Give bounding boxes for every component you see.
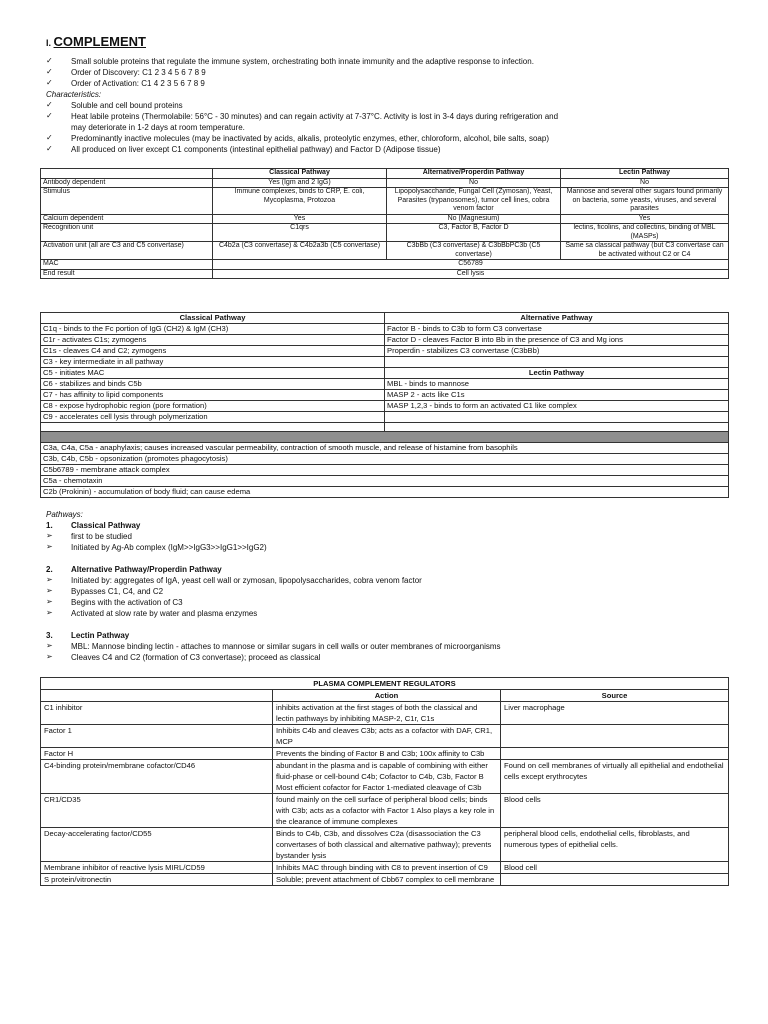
table-cell: Liver macrophage bbox=[501, 702, 729, 725]
table-cell: Binds to C4b, C3b, and dissolves C2a (disassociation the C3 convertases of both classical and alternative pathway); prevents bystander lysis bbox=[273, 828, 501, 862]
table-cell: C3 - key intermediate in all pathway bbox=[41, 357, 385, 368]
table-row bbox=[41, 242, 729, 260]
table-title: PLASMA COMPLEMENT REGULATORS bbox=[41, 678, 729, 690]
table-cell: C3bBb (C3 convertase) & C3bBbPC3b (C5 convertase) bbox=[387, 242, 561, 260]
table-cell: MBL - binds to mannose bbox=[385, 379, 729, 390]
table-cell: Cell lysis bbox=[213, 269, 729, 279]
table-cell: C1q - binds to the Fc portion of IgG (CH2) & IgM (CH3) bbox=[41, 324, 385, 335]
table-cell: C3a, C4a, C5a - anaphylaxis; causes increased vascular permeability, contraction of smooth muscle, and release of histamine from basophils bbox=[41, 443, 729, 454]
table-row bbox=[41, 357, 729, 368]
pathway-title: Alternative Pathway/Properdin Pathway bbox=[71, 565, 222, 574]
column-header: Lectin Pathway bbox=[561, 169, 729, 179]
table-row bbox=[41, 390, 729, 401]
pathway-item: Begins with the activation of C3 bbox=[71, 598, 183, 607]
table-cell: Prevents the binding of Factor B and C3b; 100x affinity to C3b bbox=[273, 748, 501, 760]
column-header bbox=[41, 169, 213, 179]
table-cell: Soluble; prevent attachment of Cbb67 complex to cell membrane bbox=[273, 874, 501, 886]
table-cell: C1s - cleaves C4 and C2; zymogens bbox=[41, 346, 385, 357]
table-cell: abundant in the plasma and is capable of combining with either fluid-phase or cell-bound C4b; Cofactor to C4b, C3b, Factor B Most efficient cofactor for Factor 1-mediated cleavage of C3b bbox=[273, 760, 501, 794]
table-row bbox=[41, 188, 729, 215]
pathway-item: MBL: Mannose binding lectin - attaches to mannose or similar sugars in cell walls or outer membranes of microorganisms bbox=[71, 642, 501, 651]
divider-cell bbox=[41, 432, 729, 443]
column-header bbox=[41, 690, 273, 702]
arrow-bullet-icon: ➢ bbox=[46, 641, 53, 650]
table-cell: Yes bbox=[561, 214, 729, 224]
pathway-number: 3. bbox=[46, 631, 53, 640]
table-cell: peripheral blood cells, endothelial cells, fibroblasts, and numerous types of epithelial cells. bbox=[501, 828, 729, 862]
table-cell: Blood cell bbox=[501, 862, 729, 874]
table-cell: Found on cell membranes of virtually all epithelial and endothelial cells except erythrocytes bbox=[501, 760, 729, 794]
table-cell: Antibody dependent bbox=[41, 178, 213, 188]
table-cell: Properdin - stabilizes C3 convertase (C3bBb) bbox=[385, 346, 729, 357]
arrow-bullet-icon: ➢ bbox=[46, 652, 53, 661]
characteristic-line: Soluble and cell bound proteins bbox=[71, 101, 183, 110]
table-row bbox=[41, 224, 729, 242]
table-row bbox=[41, 690, 729, 702]
heading-numeral: I. bbox=[46, 38, 52, 48]
table-row bbox=[41, 260, 729, 270]
pathway-item: Cleaves C4 and C2 (formation of C3 convertase); proceed as classical bbox=[71, 653, 321, 662]
table-cell: Decay-accelerating factor/CD55 bbox=[41, 828, 273, 862]
intro-line: Small soluble proteins that regulate the immune system, orchestrating both innate immunity and the adaptive response to infection. bbox=[71, 57, 534, 66]
check-icon: ✓ bbox=[46, 78, 53, 87]
pathway-item: Activated at slow rate by water and plasma enzymes bbox=[71, 609, 258, 618]
pathway-title: Classical Pathway bbox=[71, 521, 141, 530]
pathway-number: 2. bbox=[46, 565, 53, 574]
pathway-item: Bypasses C1, C4, and C2 bbox=[71, 587, 164, 596]
pathway-item: Initiated by: aggregates of IgA, yeast cell wall or zymosan, lipopolysaccharides, cobra venom factor bbox=[71, 576, 422, 585]
table-row bbox=[41, 874, 729, 886]
table-cell: MAC bbox=[41, 260, 213, 270]
table-cell: Yes bbox=[213, 214, 387, 224]
table-cell: MASP 1,2,3 - binds to form an activated C1 like complex bbox=[385, 401, 729, 412]
table-row bbox=[41, 443, 729, 454]
table-cell: Immune complexes, binds to CRP, E. coli, Mycoplasma, Protozoa bbox=[213, 188, 387, 215]
arrow-bullet-icon: ➢ bbox=[46, 575, 53, 584]
table-cell: S protein/vitronectin bbox=[41, 874, 273, 886]
table-cell: Yes (Igm and 2 IgG) bbox=[213, 178, 387, 188]
divider-row bbox=[41, 432, 729, 443]
table-row bbox=[41, 465, 729, 476]
check-icon: ✓ bbox=[46, 111, 53, 120]
pathway-title: Lectin Pathway bbox=[71, 631, 130, 640]
intro-line: Order of Discovery: C1 2 3 4 5 6 7 8 9 bbox=[71, 68, 206, 77]
table-cell: C4b2a (C3 convertase) & C4b2a3b (C5 convertase) bbox=[213, 242, 387, 260]
table-cell: Factor H bbox=[41, 748, 273, 760]
table-row bbox=[41, 178, 729, 188]
characteristic-line: All produced on liver except C1 components (intestinal epithelial pathway) and Factor D (Adipose tissue) bbox=[71, 145, 441, 154]
column-header: Alternative Pathway bbox=[385, 313, 729, 324]
check-icon: ✓ bbox=[46, 144, 53, 153]
table-cell: Same sa classical pathway (but C3 convertase can be activated without C2 or C4 bbox=[561, 242, 729, 260]
table-cell: Inhibits C4b and cleaves C3b; acts as a cofactor with DAF, CR1, MCP bbox=[273, 725, 501, 748]
arrow-bullet-icon: ➢ bbox=[46, 608, 53, 617]
check-icon: ✓ bbox=[46, 56, 53, 65]
table-cell: C1qrs bbox=[213, 224, 387, 242]
table-row bbox=[41, 269, 729, 279]
table-row bbox=[41, 313, 729, 324]
table-cell: End result bbox=[41, 269, 213, 279]
table-row bbox=[41, 702, 729, 725]
table-row bbox=[41, 412, 729, 423]
table-cell: C6 - stabilizes and binds C5b bbox=[41, 379, 385, 390]
pathways-label: Pathways: bbox=[46, 510, 83, 519]
component-table bbox=[40, 312, 729, 498]
table-cell: Factor B - binds to C3b to form C3 convertase bbox=[385, 324, 729, 335]
table-row bbox=[41, 423, 729, 432]
table-row bbox=[41, 748, 729, 760]
table-row bbox=[41, 794, 729, 828]
table-cell: MASP 2 - acts like C1s bbox=[385, 390, 729, 401]
table-cell: C5 - initiates MAC bbox=[41, 368, 385, 379]
table-cell: Activation unit (all are C3 and C5 convertase) bbox=[41, 242, 213, 260]
table-cell: C56789 bbox=[213, 260, 729, 270]
arrow-bullet-icon: ➢ bbox=[46, 542, 53, 551]
column-header: Source bbox=[501, 690, 729, 702]
characteristic-line: may deteriorate in 1-2 days at room temperature. bbox=[71, 123, 245, 132]
table-cell bbox=[41, 423, 385, 432]
table-cell: C1 inhibitor bbox=[41, 702, 273, 725]
column-header: Action bbox=[273, 690, 501, 702]
table-cell: Mannose and several other sugars found primarily on bacteria, some yeasts, viruses, and several parasites bbox=[561, 188, 729, 215]
table-cell: No bbox=[387, 178, 561, 188]
table-row bbox=[41, 476, 729, 487]
table-row bbox=[41, 828, 729, 862]
table-cell: C4-binding protein/membrane cofactor/CD46 bbox=[41, 760, 273, 794]
table-row bbox=[41, 324, 729, 335]
table-row bbox=[41, 725, 729, 748]
table-cell: found mainly on the cell surface of peripheral blood cells; binds with C3b; acts as a cofactor with Factor 1 Also plays a key role in the clearance of immune complexes bbox=[273, 794, 501, 828]
table-cell bbox=[501, 748, 729, 760]
table-cell: Blood cells bbox=[501, 794, 729, 828]
characteristic-line: Heat labile proteins (Thermolabile: 56°C - 30 minutes) and can regain activity at 7-37°C. Activity is lost in 3-4 days during refrigeration and bbox=[71, 112, 559, 121]
table-cell bbox=[501, 874, 729, 886]
pathway-item: Initiated by Ag-Ab complex (IgM>>IgG3>>IgG1>>IgG2) bbox=[71, 543, 267, 552]
table-cell: No bbox=[561, 178, 729, 188]
table-cell bbox=[385, 423, 729, 432]
table-cell: Factor D - cleaves Factor B into Bb in the presence of C3 and Mg ions bbox=[385, 335, 729, 346]
table-cell: C3, Factor B, Factor D bbox=[387, 224, 561, 242]
table-row bbox=[41, 379, 729, 390]
table-cell: lectins, ficolins, and collectins, binding of MBL (MASPs) bbox=[561, 224, 729, 242]
arrow-bullet-icon: ➢ bbox=[46, 597, 53, 606]
table-cell bbox=[501, 725, 729, 748]
table-row bbox=[41, 368, 729, 379]
table-cell: Factor 1 bbox=[41, 725, 273, 748]
table-row bbox=[41, 760, 729, 794]
intro-line: Order of Activation: C1 4 2 3 5 6 7 8 9 bbox=[71, 79, 205, 88]
table-row bbox=[41, 487, 729, 498]
arrow-bullet-icon: ➢ bbox=[46, 586, 53, 595]
table-cell: C7 - has affinity to lipid components bbox=[41, 390, 385, 401]
column-header: Lectin Pathway bbox=[385, 368, 729, 379]
characteristic-line: Predominantly inactive molecules (may be inactivated by acids, alkalis, proteolytic enzymes, ether, chloroform, alcohol, bile salts, soap) bbox=[71, 134, 549, 143]
table-cell: Calcium dependent bbox=[41, 214, 213, 224]
table-row bbox=[41, 335, 729, 346]
characteristics-label: Characteristics: bbox=[46, 90, 102, 99]
table-cell: Inhibits MAC through binding with C8 to prevent insertion of C9 bbox=[273, 862, 501, 874]
table-cell: Membrane inhibitor of reactive lysis MIRL/CD59 bbox=[41, 862, 273, 874]
table-cell: No (Magnesium) bbox=[387, 214, 561, 224]
table-row bbox=[41, 862, 729, 874]
section-heading bbox=[46, 34, 146, 49]
table-cell: inhibits activation at the first stages of both the classical and lectin pathways by inhibiting MASP-2, C1r, C1s bbox=[273, 702, 501, 725]
table-row bbox=[41, 346, 729, 357]
table-cell: Recognition unit bbox=[41, 224, 213, 242]
pathway-item: first to be studied bbox=[71, 532, 132, 541]
column-header: Classical Pathway bbox=[41, 313, 385, 324]
check-icon: ✓ bbox=[46, 100, 53, 109]
table-cell: C3b, C4b, C5b - opsonization (promotes phagocytosis) bbox=[41, 454, 729, 465]
table-cell: C9 - accelerates cell lysis through polymerization bbox=[41, 412, 385, 423]
heading-title: COMPLEMENT bbox=[53, 34, 146, 49]
pathway-number: 1. bbox=[46, 521, 53, 530]
table-cell: C5a - chemotaxin bbox=[41, 476, 729, 487]
table-cell: C5b6789 - membrane attack complex bbox=[41, 465, 729, 476]
column-header: Classical Pathway bbox=[213, 169, 387, 179]
table-cell: Lipopolysaccharide, Fungal Cell (Zymosan), Yeast, Parasites (trypanosomes), tumor cell lines, cobra venom factor bbox=[387, 188, 561, 215]
check-icon: ✓ bbox=[46, 67, 53, 76]
table-cell: C1r - activates C1s; zymogens bbox=[41, 335, 385, 346]
table-cell bbox=[385, 357, 729, 368]
pathway-comparison-table bbox=[40, 168, 729, 279]
arrow-bullet-icon: ➢ bbox=[46, 531, 53, 540]
column-header: Alternative/Properdin Pathway bbox=[387, 169, 561, 179]
table-row bbox=[41, 401, 729, 412]
table-cell bbox=[385, 412, 729, 423]
table-row bbox=[41, 678, 729, 690]
table-cell: C8 - expose hydrophobic region (pore formation) bbox=[41, 401, 385, 412]
table-row bbox=[41, 214, 729, 224]
table-cell: C2b (Prokinin) - accumulation of body fluid; can cause edema bbox=[41, 487, 729, 498]
table-row bbox=[41, 454, 729, 465]
check-icon: ✓ bbox=[46, 133, 53, 142]
regulators-table bbox=[40, 677, 729, 886]
table-cell: CR1/CD35 bbox=[41, 794, 273, 828]
table-cell: Stimulus bbox=[41, 188, 213, 215]
